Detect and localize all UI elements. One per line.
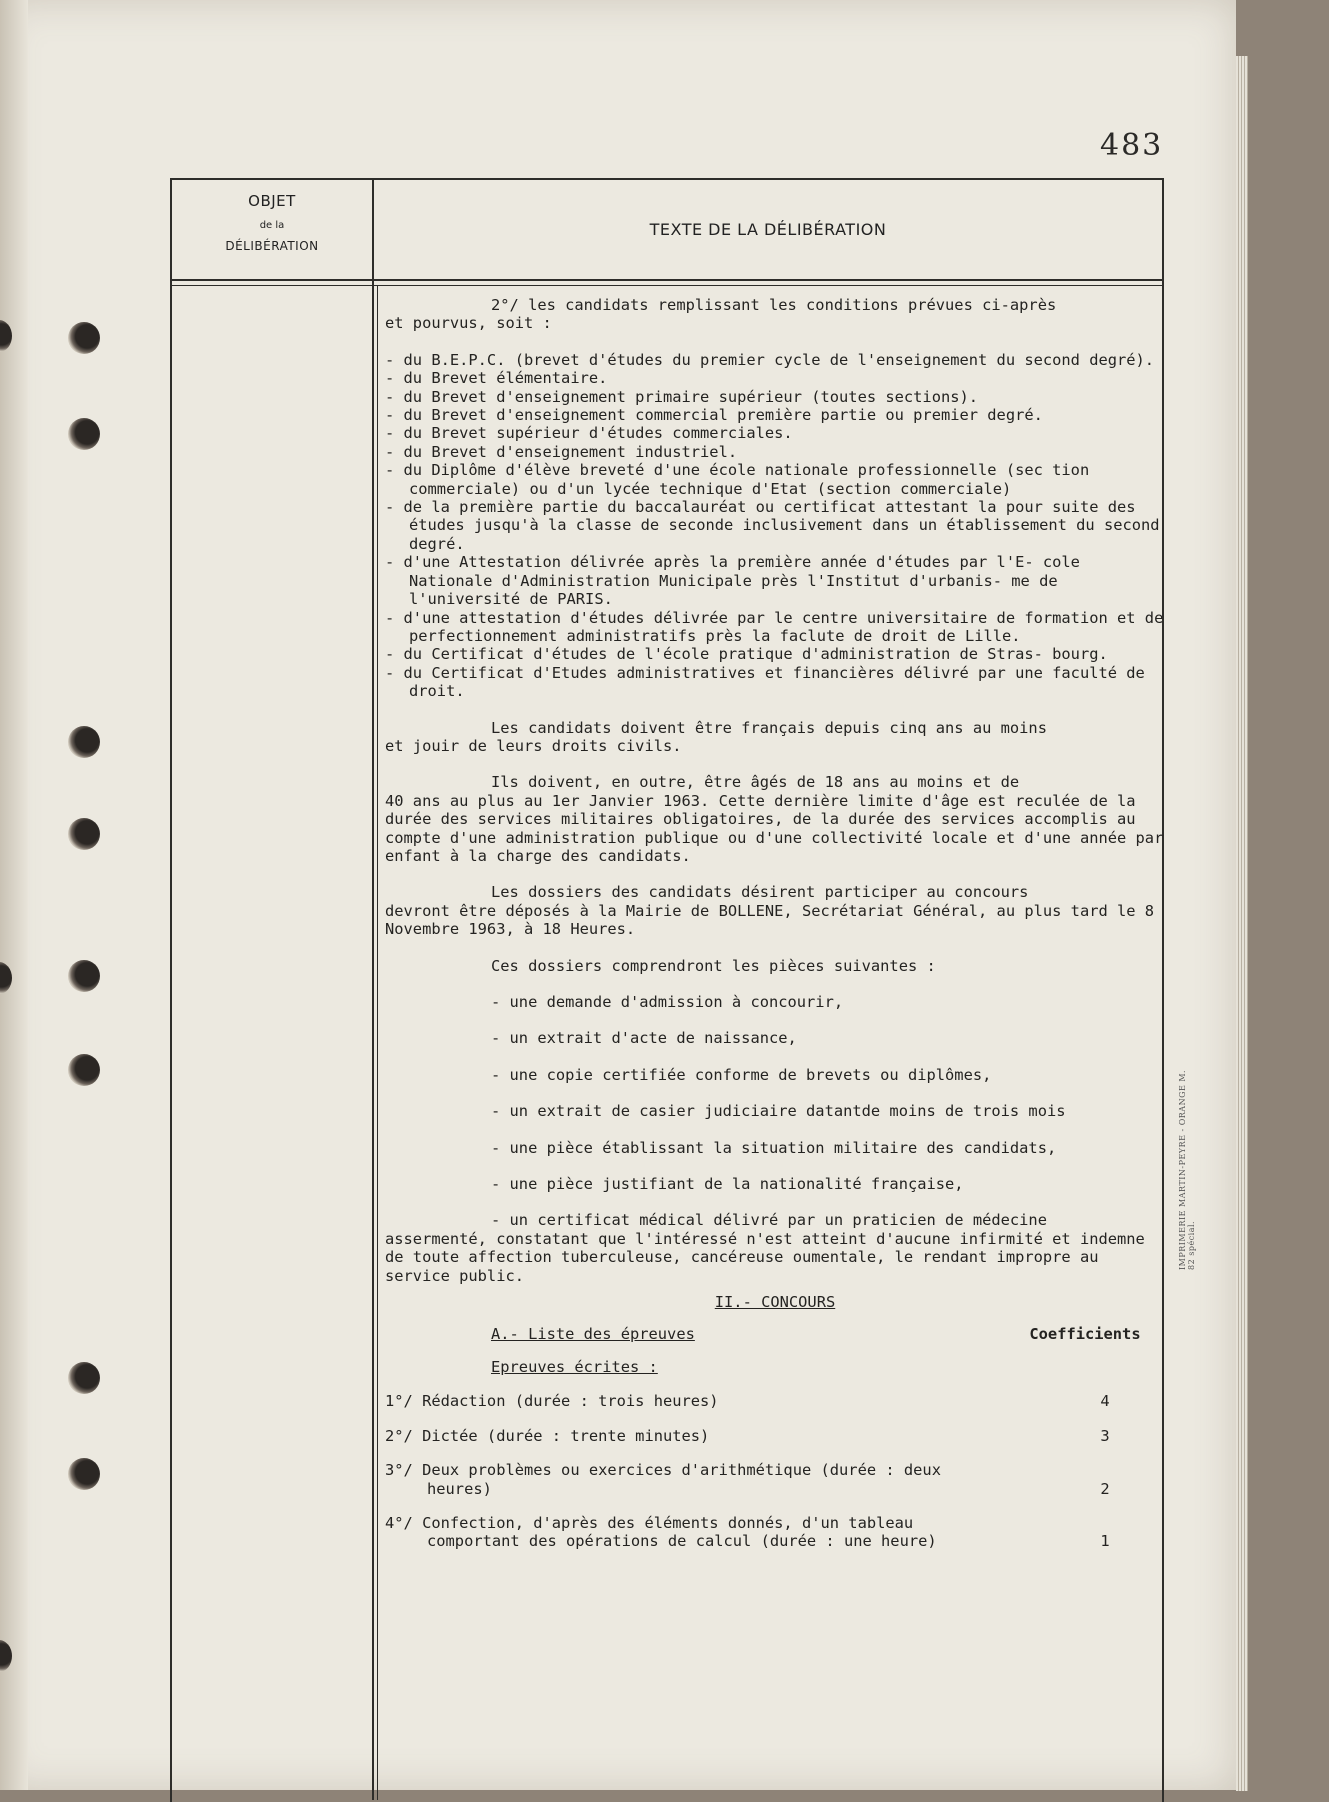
epreuve-coef: 1 bbox=[1100, 1532, 1110, 1551]
page-edges bbox=[1236, 56, 1248, 1791]
deliberation-text bbox=[385, 296, 1165, 1551]
concours-title: II.- CONCOURS bbox=[714, 1293, 836, 1312]
epreuve-text: 2°/ Dictée (durée : trente minutes) bbox=[385, 1426, 710, 1445]
punch-hole bbox=[68, 322, 100, 354]
header-texte: TEXTE DE LA DÉLIBÉRATION bbox=[649, 220, 887, 239]
diploma-item: - du B.E.P.C. (brevet d'études du premier cycle de l'enseignement du second degré). bbox=[385, 350, 1155, 369]
header-objet-line3: DÉLIBÉRATION bbox=[225, 239, 319, 253]
punch-hole bbox=[68, 726, 100, 758]
ecrites-title: Epreuves écrites : bbox=[491, 1357, 658, 1376]
epreuve-coef: 2 bbox=[1100, 1479, 1110, 1498]
punch-hole bbox=[68, 418, 100, 450]
certificat-rest: assermenté, constatant que l'intéressé n'est atteint d'aucune infirmité et indemne de toute affection tuberculeuse, cancéreuse oumentale, le rendant impropre au service public. bbox=[385, 1229, 1145, 1285]
dossiers-rest: devront être déposés à la Mairie de BOLLENE, Secrétariat Général, au plus tard le 8 Novembre 1963, à 18 Heures. bbox=[385, 901, 1155, 939]
header-objet-line1: OBJET bbox=[248, 192, 296, 210]
diploma-item: - du Brevet d'enseignement commercial première partie ou premier degré. bbox=[385, 406, 1043, 425]
epreuve-coef: 3 bbox=[1100, 1426, 1110, 1445]
header-objet-line2: de la bbox=[259, 220, 285, 231]
diploma-item: - d'une Attestation délivrée après la première année d'études par l'E- cole Nationale d'Administration Municipale près l'Institut d'urbanis- me de l'université de PARIS. bbox=[385, 553, 1080, 609]
punch-hole bbox=[68, 1362, 100, 1394]
nationality-line2: et jouir de leurs droits civils. bbox=[385, 736, 682, 755]
epreuve-row bbox=[385, 1461, 1165, 1498]
punch-hole bbox=[68, 1458, 100, 1490]
epreuve-text: 1°/ Rédaction (durée : trois heures) bbox=[385, 1392, 719, 1411]
epreuve-coef: 4 bbox=[1100, 1392, 1110, 1411]
epreuves-header bbox=[385, 1325, 1165, 1343]
epreuve-row bbox=[385, 1427, 1165, 1445]
page-number: 483 bbox=[1100, 128, 1164, 163]
epreuve-text: 4°/ Confection, d'après des éléments donnés, d'un tableau comportant des opérations de calcul (durée : une heure) bbox=[385, 1513, 937, 1551]
intro-line2: et pourvus, soit : bbox=[385, 314, 552, 333]
diploma-item: - d'une attestation d'études délivrée par le centre universitaire de formation et de perfectionnement administratifs près la faclute de droit de Lille. bbox=[385, 608, 1164, 645]
punch-hole bbox=[68, 1054, 100, 1086]
piece-item: - un extrait d'acte de naissance, bbox=[491, 1029, 797, 1048]
epreuve-row bbox=[385, 1514, 1165, 1551]
pieces-intro: Ces dossiers comprendront les pièces suivantes : bbox=[491, 956, 936, 975]
epreuve-text: 3°/ Deux problèmes ou exercices d'arithmétique (durée : deux heures) bbox=[385, 1461, 941, 1498]
piece-item: - une pièce justifiant de la nationalité française, bbox=[491, 1175, 964, 1194]
diploma-list bbox=[385, 351, 1165, 701]
diploma-item: - du Brevet d'enseignement industriel. bbox=[385, 442, 738, 461]
header-divider bbox=[170, 279, 1164, 281]
intro-line1: 2°/ les candidats remplissant les conditions prévues ci-après bbox=[491, 296, 1057, 314]
piece-item: - une demande d'admission à concourir, bbox=[491, 993, 844, 1011]
binding-spine bbox=[0, 0, 28, 1790]
diploma-item: - du Diplôme d'élève breveté d'une école nationale professionnelle (sec tion commerciale) ou d'un lycée technique d'Etat (section commerciale) bbox=[385, 461, 1090, 498]
diploma-item: - du Certificat d'Etudes administratives et financières délivré par une faculté de droit. bbox=[385, 663, 1145, 701]
age-rest: 40 ans au plus au 1er Janvier 1963. Cette dernière limite d'âge est reculée de la durée des services militaires obligatoires, de la durée des services accomplis au compte d'une administration publique ou d'une collectivité locale et d'une année par enfant à la charge des candidats. bbox=[385, 791, 1164, 865]
header-objet bbox=[172, 192, 372, 253]
diploma-item: - du Brevet élémentaire. bbox=[385, 369, 608, 388]
certificat-line1: - un certificat médical délivré par un praticien de médecine bbox=[491, 1211, 1047, 1230]
piece-item: - une copie certifiée conforme de brevets ou diplômes, bbox=[491, 1065, 992, 1084]
piece-item: - un extrait de casier judiciaire datantde moins de trois mois bbox=[491, 1102, 1066, 1121]
punch-hole bbox=[68, 960, 100, 992]
diploma-item: - du Certificat d'études de l'école pratique d'administration de Stras- bourg. bbox=[385, 645, 1108, 664]
column-divider-inner bbox=[377, 286, 378, 1800]
diploma-item: - du Brevet supérieur d'études commerciales. bbox=[385, 424, 793, 443]
coefficients-title: Coefficients bbox=[1029, 1325, 1141, 1344]
column-divider bbox=[372, 178, 374, 1800]
age-line1: Ils doivent, en outre, être âgés de 18 ans au moins et de bbox=[491, 773, 1020, 792]
printer-note: IMPRIMERIE MARTIN-PEYRE - ORANGE M. 82 spécial. bbox=[1178, 1069, 1196, 1270]
header-divider-inner bbox=[170, 285, 1164, 286]
liste-title: A.- Liste des épreuves bbox=[491, 1325, 695, 1344]
dossiers-line1: Les dossiers des candidats désirent participer au concours bbox=[491, 883, 1029, 902]
nationality-line1: Les candidats doivent être français depuis cinq ans au moins bbox=[491, 718, 1047, 737]
piece-item: - une pièce établissant la situation militaire des candidats, bbox=[491, 1138, 1057, 1157]
epreuve-row bbox=[385, 1392, 1165, 1410]
diploma-item: - du Brevet d'enseignement primaire supérieur (toutes sections). bbox=[385, 387, 979, 406]
diploma-item: - de la première partie du baccalauréat ou certificat attestant la pour suite des études jusqu'à la classe de seconde inclusivement dans un établissement du second degré. bbox=[385, 498, 1160, 553]
punch-hole bbox=[68, 818, 100, 850]
